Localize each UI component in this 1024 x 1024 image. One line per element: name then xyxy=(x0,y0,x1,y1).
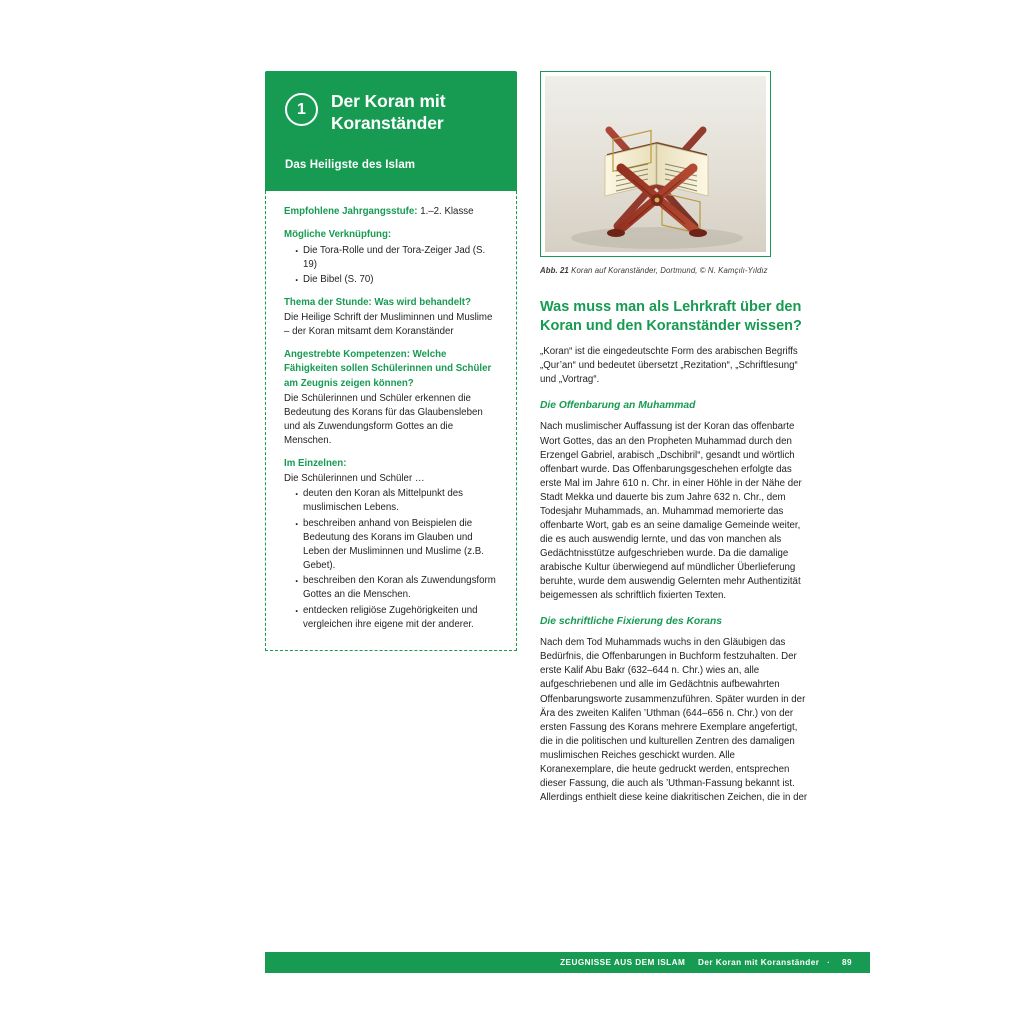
chapter-header-row xyxy=(285,91,497,134)
section-text-fixation: Nach dem Tod Muhammads wuchs in den Gläubigen das Bedürfnis, die Offenbarungen in Buchform festzuhalten. Der erste Kalif Abu Bakr (632–644 n. Chr.) wies an, alle aufgeschriebenen und alle im Gedächtnis aufbewahrten Offenbarungsworte zusammenzuführen. Später wurden in der Ära des zweiten Kalifen ’Uthman (644–656 n. Chr.) von der ersten Fassung des Korans mehrere Exemplare angefertigt, die in die politischen und kulturellen Zentren des damaligen muslimischen Reiches geschickt wurden. Alle Koranexemplare, die heute gedruckt werden, entsprechen dieser Fassung, die auch als ’Uthman-Fassung bekannt ist. Allerdings enthielt diese keine diakritischen Zeichen, die in der xyxy=(540,637,808,803)
list-item: · deuten den Koran als Mittelpunkt des muslimischen Lebens. xyxy=(295,487,498,515)
figure-frame xyxy=(540,71,771,257)
competences-text: Die Schülerinnen und Schüler erkennen die Bedeutung des Korans für das Glaubensleben und als Zuwendungsform Gottes an die Menschen. xyxy=(284,392,483,446)
details-label: Im Einzelnen: xyxy=(284,457,347,469)
footer-section: ZEUGNISSE AUS DEM ISLAM xyxy=(560,958,686,967)
footer-chapter: Der Koran mit Koranständer xyxy=(697,958,820,967)
right-column xyxy=(540,71,810,805)
article-intro: „Koran“ ist die eingedeutschte Form des arabischen Begriffs „Qur’an“ und bedeutet übersetzt „Rezitation“, „Schriftlesung“ und „Vortrag“. xyxy=(540,346,798,386)
footer-text xyxy=(560,952,852,973)
grade-block xyxy=(284,205,498,219)
footer-bar xyxy=(265,952,870,973)
left-column xyxy=(265,71,517,651)
quran-on-stand-photo xyxy=(545,76,766,252)
chapter-header xyxy=(265,71,517,191)
links-label: Mögliche Verknüpfung: xyxy=(284,229,392,241)
section-text-revelation: Nach muslimischer Auffassung ist der Koran das offenbarte Wort Gottes, das an den Propheten Muhammad durch den Erzengel Gabriel, arabisch „Dschibril“, gesandt und wörtlich offenbart wurde. Das Offenbarungsgeschehen erfolgte das erste Mal im Jahre 610 n. Chr. in einer Höhle in der Nähe der Stadt Mekka und dauerte bis zum Jahre 632 n. Chr., dem Todesjahr Muhammads, an. Muhammad memorierte das offenbarte Wort, gab es an seine damalige Gemeinde weiter, die es auch auswendig lernte, und das von manchen als Gedächtnisstütze aufgeschrieben wurde. Da die damalige arabische Kultur überwiegend auf mündlicher Überlieferung beruhte, wurde dem auswendig Gelernten mehr Authentizität beigemessen als schriftlich fixierten Texten. xyxy=(540,421,802,602)
figure-caption xyxy=(540,266,810,275)
competences-label: Angestrebte Kompetenzen: Welche Fähigkeiten sollen Schülerinnen und Schüler am Zeugnis zeigen können? xyxy=(284,349,492,389)
section-heading-revelation: Die Offenbarung an Muhammad xyxy=(540,400,696,412)
footer-page-number: 89 xyxy=(841,958,852,967)
list-item: · entdecken religiöse Zugehörigkeiten und vergleichen ihre eigene mit der anderer. xyxy=(295,604,498,632)
details-list xyxy=(284,487,498,632)
list-item: · beschreiben anhand von Beispielen die Bedeutung des Korans im Glauben und Leben der Musliminnen und Muslime (z.B. Gebet). xyxy=(295,517,498,573)
footer-gap xyxy=(688,958,698,967)
chapter-number-badge: 1 xyxy=(285,93,318,126)
topic-label: Thema der Stunde: Was wird behandelt? xyxy=(284,297,471,309)
topic-block xyxy=(284,296,498,339)
competences-block xyxy=(284,348,498,447)
topic-text: Die Heilige Schrift der Musliminnen und Muslime – der Koran mitsamt dem Koranständer xyxy=(284,312,493,338)
section-heading-fixation: Die schriftliche Fixierung des Korans xyxy=(540,616,722,628)
chapter-subtitle: Das Heiligste des Islam xyxy=(285,159,416,172)
article-heading: Was muss man als Lehrkraft über den Koran und den Koranständer wissen? xyxy=(540,299,802,335)
chapter-title: Der Koran mit Koranständer xyxy=(331,91,446,133)
grade-label: Empfohlene Jahrgangsstufe: xyxy=(284,206,418,218)
links-block xyxy=(284,228,498,287)
list-item: · Die Bibel (S. 70) xyxy=(295,273,498,287)
details-block xyxy=(284,457,498,632)
grade-value: 1.–2. Klasse xyxy=(420,206,474,218)
quran-stand-illustration xyxy=(545,76,766,252)
figure-caption-text: Koran auf Koranständer, Dortmund, © N. Kamçılı-Yıldız xyxy=(571,266,768,275)
details-intro: Die Schülerinnen und Schüler … xyxy=(284,472,425,484)
figure-caption-number: Abb. 21 xyxy=(540,266,569,275)
info-box xyxy=(265,191,517,650)
links-list xyxy=(284,244,498,288)
list-item: · Die Tora-Rolle und der Tora-Zeiger Jad (S. 19) xyxy=(295,244,498,272)
footer-separator: · xyxy=(827,958,831,967)
list-item: · beschreiben den Koran als Zuwendungsform Gottes an die Menschen. xyxy=(295,574,498,602)
